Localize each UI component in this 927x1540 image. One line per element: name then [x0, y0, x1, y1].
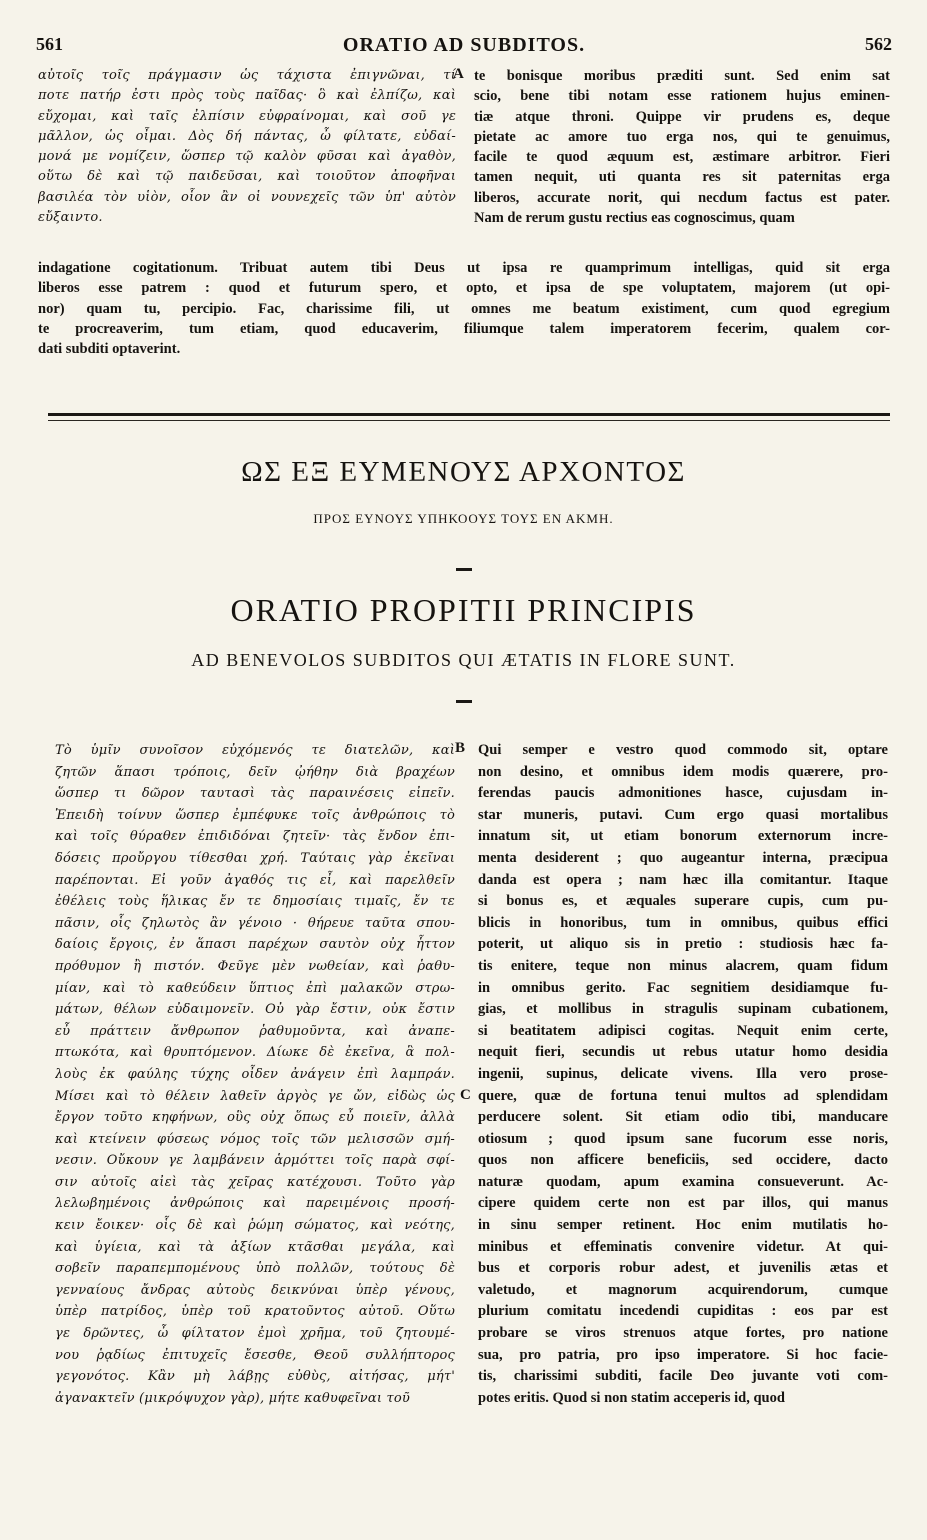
greek-text-line: ὑπὲρ πατρίδος, ὑπὲρ τοῦ κρατοῦντος αὐτοῦ. Οὕτω	[55, 1304, 455, 1320]
latin-text-line: Nam de rerum gustu rectius eas cognoscimus, quam	[474, 210, 795, 227]
greek-text-line: Τὸ ὑμῖν συνοῖσον εὐχόμενός τε διατελῶν, καὶ	[55, 743, 455, 758]
latin-text-line: tis, charissimi subditi, facile Deo juvante voti com-	[478, 1368, 888, 1385]
greek-text-line: νεσιν. Οὔκουν γε λαμβάνειν ἁρμόττει τοῖς παρὰ σφί-	[55, 1153, 455, 1169]
body-latin-column	[478, 740, 888, 1409]
greek-text-line: πτωκότα, καὶ θρυπτόμενον. Δίωκε δὲ ἐκεῖνα, ἃ πολ-	[55, 1045, 455, 1061]
greek-text-line: Μίσει καὶ τὸ θέλειν λαθεῖν ἀργὸς γε ὤν, εἰδὼς ὡς	[55, 1088, 455, 1104]
latin-text-line: tis enitere, teque non minus alacrem, quam fidum	[478, 957, 888, 974]
latin-text-line: liberos, accurate norit, qui necdum factus est pater.	[474, 189, 890, 206]
greek-text-line: καὶ κτείνειν φύσεως νόμος τοῖς τῶν μελισσῶν σμή-	[55, 1131, 455, 1147]
latin-text-line: ferendas paucis admonitiones hasce, cujusdam in-	[478, 785, 888, 802]
latin-text-line: nequit fieri, secundis ut rebus utatur homo desidia	[478, 1044, 888, 1061]
greek-text-line: σοβεῖν παραπεμπομένους ὑπὸ πολλῶν, τούτους δὲ	[55, 1261, 455, 1277]
latin-text-line: menta desiderent ; quo augeantur interna, præcipua	[478, 849, 888, 866]
latin-text-line: otiosum ; quod ipsum sane fucorum esse noris,	[478, 1130, 888, 1147]
title-dash-2	[456, 700, 472, 703]
latin-text-line: pietate ac amore tuo erga nos, qui te genuimus,	[474, 128, 890, 145]
section-title-greek: ΩΣ ΕΞ ΕΥΜΕΝΟΥΣ ΑΡΧΟΝΤΟΣ	[241, 456, 686, 488]
latin-text-line: potes eritis. Quod si non statim acceperis id, quod	[478, 1389, 785, 1406]
latin-text-line: minibus et effeminatis convenire videtur. At qui-	[478, 1238, 888, 1255]
greek-text-line: αὐτοῖς τοῖς πράγμασιν ὡς τάχιστα ἐπιγνῶναι, τί	[38, 68, 456, 83]
greek-text-line: ἔργον τοῦτο κηφήνων, οὓς οὐχ ὅπως εὖ ποιεῖν, ἀλλὰ	[55, 1110, 455, 1126]
latin-text-line: facile te quod æquum est, æstimare arbitror. Fieri	[474, 149, 890, 166]
section-subtitle-latin: AD BENEVOLOS SUBDITOS QUI ÆTATIS IN FLORE SUNT.	[191, 650, 736, 670]
margin-marker-a: A	[453, 66, 464, 82]
margin-marker-c: C	[460, 1087, 471, 1103]
greek-text-line: σιν αὐτοῖς αἰεὶ τὰς χεῖρας κατέχουσι. Τοῦτο γὰρ	[55, 1174, 455, 1190]
latin-text-line: innatum sit, ut etiam bonorum externorum incre-	[478, 828, 888, 845]
greek-text-line: πρόθυμον ἢ πιστόν. Φεῦγε μὲν νωθείαν, καὶ ῥαθυ-	[55, 958, 455, 974]
latin-text-line: sua, pro patria, pro ipso imperatore. Si hoc facie-	[478, 1346, 888, 1363]
latin-text-line: perducere solent. Sit etiam odio tibi, manducare	[478, 1109, 888, 1126]
greek-text-line: οὕτω δὲ καὶ τῷ παιδεῦσαι, καὶ τοιοῦτον ἀποφῆναι	[38, 169, 456, 185]
latin-text-line: quos non afficere beneficiis, sed occidere, dacto	[478, 1152, 888, 1169]
greek-text-line: καὶ τοῖς θύραθεν ἐπιδιδόναι ζητεῖν· τὰς ἔνδον ἐπι-	[55, 829, 455, 845]
latin-text-line: tiæ atque throni. Quippe vir prudens es, deque	[474, 108, 890, 125]
page-header	[36, 34, 892, 58]
greek-text-line: εὔχομαι, καὶ ταῖς ἐλπίσιν εὐφραίνομαι, καὶ σοῦ γε	[38, 108, 456, 124]
greek-text-line: βασιλέα τὸν υἱὸν, οἷον ἂν οἱ νουνεχεῖς τῶν ὑπ' αὐτὸν	[38, 189, 456, 205]
latin-text-line: valetudo, et magnorum acquirendorum, cumque	[478, 1281, 888, 1298]
latin-text-line: probare se viros strenuos atque fortes, pro natione	[478, 1325, 888, 1342]
greek-text-line: μάτων, θέλων εὐδαιμονεῖν. Οὐ γὰρ ἔστιν, οὐκ ἔστιν	[55, 1002, 455, 1018]
latin-text-line: ingenii, supinus, delicate vivens. Illa vero prose-	[478, 1065, 888, 1082]
greek-text-line: ποτε πατήρ ἐστι πρὸς τοὺς παῖδας· ὃ καὶ ἐλπίζω, καὶ	[38, 88, 456, 104]
latin-text-line: in sinu semper retinent. Hoc enim mutilatis ho-	[478, 1217, 888, 1234]
greek-text-line: εὖ πράττειν ἄνθρωπον ῥαθυμοῦντα, καὶ ἀναπε-	[55, 1023, 455, 1039]
greek-text-line: μονά με νομίζειν, ὥσπερ τῷ καλὸν φῦσαι καὶ ἀγαθὸν,	[38, 149, 456, 165]
title-dash-1	[456, 568, 472, 571]
latin-text-line: quere, quæ de fortuna tenui multos ad splendidam	[478, 1087, 888, 1104]
greek-text-line: δόσεις προὔργου τίθεσθαι χρή. Ταύταις γὰρ ἐκεῖναι	[55, 850, 455, 866]
greek-text-line: μίαν, καὶ τὸ καθεύδειν ὕπτιος ἐπὶ μαλακῶν στρω-	[55, 980, 455, 996]
latin-text-line: tamen nequit, uti quanta res sit paternitas erga	[474, 169, 890, 186]
section-rule-thick	[48, 413, 890, 416]
greek-text-line: ἐθέλεις τοὺς ἥλικας ἔν τε δημοσίαις τιμαῖς, ἔν τε	[55, 894, 455, 910]
greek-text-line: δαίοις ἔργοις, ἐν ἅπασι παρέχων σαυτὸν οὐχ ἧττον	[55, 937, 455, 953]
greek-text-line: λελωβημένοις ἀνθρώποις καὶ παρειμένοις προσή-	[55, 1196, 455, 1212]
page-number-left: 561	[36, 34, 63, 54]
latin-text-line: naturæ quodam, apum examina consueverunt. Ac-	[478, 1173, 888, 1190]
section-title-latin: ORATIO PROPITII PRINCIPIS	[230, 592, 697, 628]
greek-text-line: γεγονότος. Κἂν μὴ λάβῃς εὐθὺς, αἰτήσας, μήτ'	[55, 1369, 455, 1385]
latin-text-line: bus et corporis robur adest, et juvenilis ætas et	[478, 1260, 888, 1277]
greek-text-line: νου ῥᾳδίως ἐπιτυχεῖς ἔσεσθε, Θεοῦ συλλήπτορος	[55, 1347, 455, 1363]
greek-text-line: εὔξαιντο.	[38, 210, 103, 226]
latin-text-line: in omnibus gerito. Fac segnitiem desidiamque fu-	[478, 979, 888, 996]
latin-text-line: si bonus es, et æquales superare cupis, cum pu-	[478, 893, 888, 910]
greek-text-line: Ἐπειδὴ τοίνυν ὥσπερ ἐμπέφυκε τοῖς ἀνθρώποις τὸ	[55, 807, 455, 823]
page-number-right: 562	[865, 34, 892, 54]
greek-text-line: ζητῶν ἅπασι τρόποις, δεῖν ᾠήθην διὰ βραχέων	[55, 764, 455, 780]
top-greek-column	[38, 66, 456, 228]
greek-text-line: λοὺς ἐκ φαύλης τύχης οἶδεν ἀνάγειν ἐπὶ λαμπράν.	[55, 1066, 455, 1082]
greek-text-line: ἀγανακτεῖν (μικρόψυχον γὰρ), μήτε καθυφεῖναι τοῦ	[55, 1390, 410, 1406]
latin-text-line: Qui semper e vestro quod commodo sit, optare	[478, 742, 888, 758]
greek-text-line: κειν ἔοικεν· οἷς δὲ καὶ ῥώμη σώματος, καὶ νεότης,	[55, 1218, 455, 1234]
latin-text-line: blicis in honoribus, tum in omnibus, quibus effici	[478, 914, 888, 931]
latin-text-line: te bonisque moribus præditi sunt. Sed enim sat	[474, 68, 890, 84]
section-subtitle-greek: ΠΡΟΣ ΕΥΝΟΥΣ ΥΠΗΚΟΟΥΣ ΤΟΥΣ ΕΝ ΑΚΜΗ.	[313, 511, 614, 526]
latin-text-line: nor) quam tu, percipio. Fac, charissime fili, ut omnes me beatum existiment, cum quod egregium	[38, 300, 890, 317]
latin-text-line: si beatitatem adipisci cogitas. Nequit enim certe,	[478, 1022, 888, 1039]
top-latin-fullwidth	[38, 258, 890, 359]
greek-text-line: παρέπονται. Εἰ γοῦν ἀγαθός τις εἶ, καὶ παρελθεῖν	[55, 872, 455, 888]
greek-text-line: γενναίους ἄνδρας αὐτοὺς δεικνύναι ὑπὲρ γένους,	[55, 1282, 455, 1298]
latin-text-line: poterit, ut aliquo sis in pretio : studiosis hæc fa-	[478, 936, 888, 953]
latin-text-line: non desino, et omnibus idem modis quærere, pro-	[478, 763, 888, 780]
latin-text-line: danda est opera ; nam hæc illa comitantur. Itaque	[478, 871, 888, 888]
latin-text-line: gias, et mollibus in stragulis supinam cubationem,	[478, 1001, 888, 1018]
latin-text-line: scio, bene tibi notam esse rationem hujus eminen-	[474, 88, 890, 105]
latin-text-line: star muneris, putavi. Cum ergo quasi mortalibus	[478, 806, 888, 823]
latin-text-line: plurium comitatu incedendi cupiditas : eos par est	[478, 1303, 888, 1320]
greek-text-line: μᾶλλον, ὡς οἶμαι. Δὸς δή πάντας, ὦ φίλτατε, εὐδαί-	[38, 128, 456, 144]
greek-text-line: ὥσπερ τι δῶρον ταυτασὶ τὰς παραινέσεις εἰπεῖν.	[55, 786, 455, 802]
greek-text-line: γε δρῶντες, ὦ φίλτατον ἐμοὶ χρῆμα, τοῦ ζητουμέ-	[55, 1326, 455, 1342]
latin-text-line: indagatione cogitationum. Tribuat autem tibi Deus ut ipsa re quamprimum intelligas, quid sit erga	[38, 260, 890, 276]
greek-text-line: πᾶσιν, οἷς ζηλωτὸς ἂν γένοιο · θήρευε ταῦτα σπου-	[55, 915, 455, 931]
latin-text-line: cipere quidem certe non est par illos, qui manus	[478, 1195, 888, 1212]
latin-text-line: te procreaverim, tum etiam, quod educaverim, filiumque talem imperatorem fecerim, qualem cor-	[38, 320, 890, 337]
top-latin-column	[474, 66, 890, 228]
margin-marker-b: B	[455, 740, 466, 756]
latin-text-line: liberos esse patrem : quod et futurum spero, et opto, et ipsa de spe voluptatem, majorem (ut opi-	[38, 280, 890, 297]
latin-text-line: dati subditi optaverint.	[38, 341, 181, 358]
greek-text-line: καὶ ὑγίεια, καὶ τὰ ἀξίων κτᾶσθαι μεγάλα, καὶ	[55, 1239, 455, 1255]
running-title: ORATIO AD SUBDITOS.	[342, 34, 586, 56]
section-rule-thin	[48, 420, 890, 421]
body-greek-column	[55, 740, 455, 1409]
